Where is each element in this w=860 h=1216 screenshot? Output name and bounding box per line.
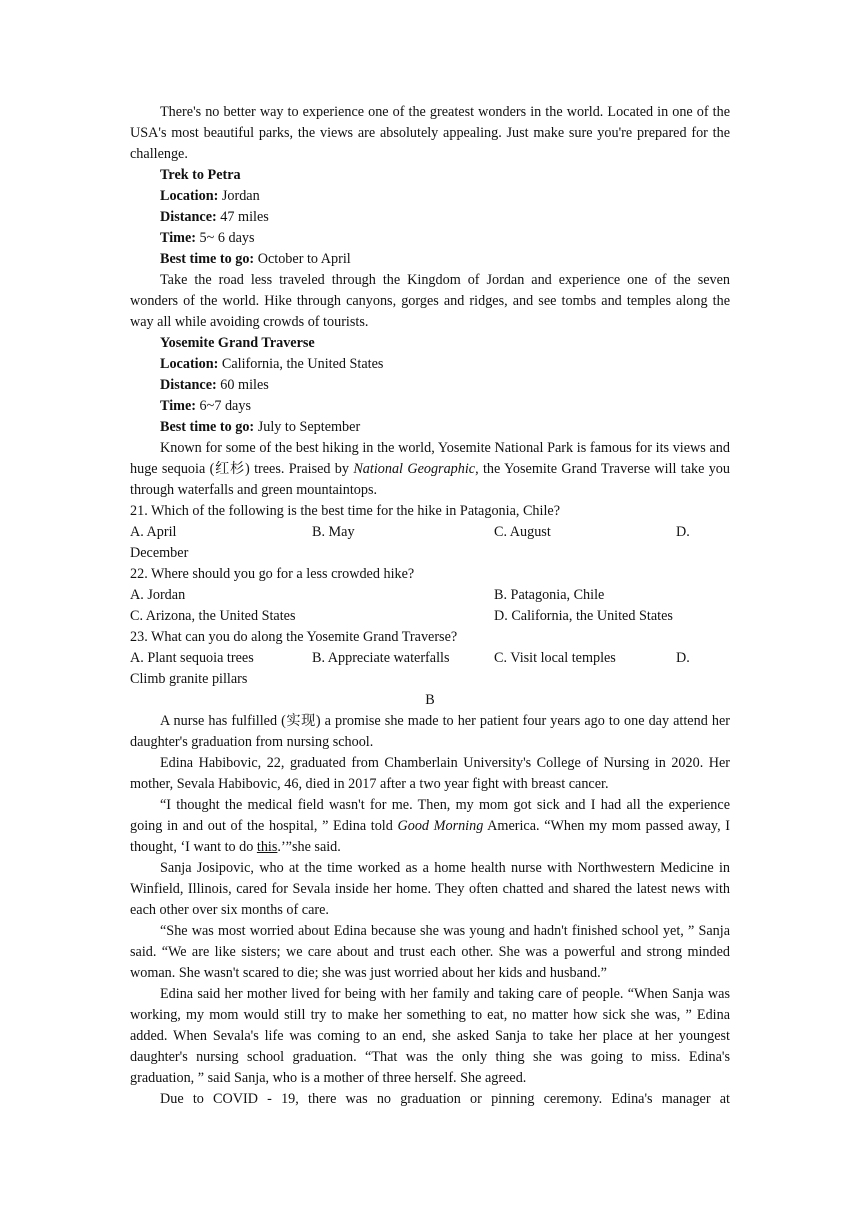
option-b: B. Patagonia, Chile bbox=[494, 587, 605, 603]
yosemite-title: Yosemite Grand Traverse bbox=[160, 335, 315, 351]
petra-time bbox=[130, 228, 730, 249]
section-b-paragraph-4: Sanja Josipovic, who at the time worked as a home health nurse with Northwestern Medicine in Winfield, Illinois, cared for Sevala inside her home. They often chatted and shared the latest news with each other over six months of care. bbox=[130, 860, 730, 918]
yosemite-best-time bbox=[130, 417, 730, 438]
option-a: A. Plant sequoia trees bbox=[130, 650, 254, 666]
option-a: A. Jordan bbox=[130, 587, 186, 603]
option-c: C. Visit local temples bbox=[494, 650, 616, 666]
petra-distance bbox=[130, 207, 730, 228]
option-b: B. May bbox=[312, 524, 355, 540]
question-22-stem: 22. Where should you go for a less crowded hike? bbox=[130, 566, 415, 582]
petra-time-label: Time: bbox=[160, 230, 196, 246]
section-b-heading: B bbox=[425, 692, 435, 708]
yosemite-distance bbox=[130, 375, 730, 396]
option-b: B. Appreciate waterfalls bbox=[312, 650, 450, 666]
p3-underlined-word: this bbox=[256, 839, 278, 855]
question-23-stem: 23. What can you do along the Yosemite Grand Traverse? bbox=[130, 629, 458, 645]
question-22-options-row2 bbox=[130, 606, 730, 627]
p3-part-a: “I thought the medical field wasn't for me. Then, my mom got sick and I had all the experience going in and out of the hospital, ” Edina told bbox=[130, 797, 730, 834]
section-b-paragraph-1: A nurse has fulfilled (实现) a promise she made to her patient four years ago to one day attend her daughter's graduation from nursing school. bbox=[130, 713, 730, 750]
yosemite-location-value: California, the United States bbox=[218, 356, 384, 372]
petra-distance-label: Distance: bbox=[160, 209, 217, 225]
yosemite-location-label: Location: bbox=[160, 356, 219, 372]
question-23-options bbox=[130, 648, 730, 669]
question-21-options bbox=[130, 522, 730, 543]
petra-best-time bbox=[130, 249, 730, 270]
option-d-wrapped: Climb granite pillars bbox=[130, 671, 248, 687]
option-d-wrapped: December bbox=[130, 545, 189, 561]
p3-part-c: .’”she said. bbox=[277, 839, 341, 855]
yosemite-time-label: Time: bbox=[160, 398, 196, 414]
p3-part-b: America. “When my mom passed away, I thought, ‘I want to do bbox=[130, 818, 730, 855]
document-page bbox=[130, 102, 730, 1110]
option-d: D. bbox=[676, 524, 690, 540]
option-d: D. bbox=[676, 650, 690, 666]
yosemite-description bbox=[130, 438, 730, 501]
yosemite-desc-b: , the Yosemite Grand Traverse will take you through waterfalls and green mountaintops. bbox=[130, 461, 730, 498]
petra-best-label: Best time to go: bbox=[160, 251, 255, 267]
section-b-paragraph-6: Edina said her mother lived for being with her family and taking care of people. “When Sanja was working, my mom would still try to make her something to eat, no matter how sick she was, ” Edina added. When Sevala's life was coming to an end, she asked Sanja to take her place at her youngest daughter's nursing school graduation. “That was the only thing she was going to miss. Edina's graduation, ” said Sanja, who is a mother of three herself. She agreed. bbox=[130, 986, 730, 1086]
section-b-paragraph-3 bbox=[130, 795, 730, 858]
section-b-paragraph-2: Edina Habibovic, 22, graduated from Chamberlain University's College of Nursing in 2020. Her mother, Sevala Habibovic, 46, died in 2017 after a two year fight with breast cancer. bbox=[130, 755, 730, 792]
yosemite-best-value: July to September bbox=[254, 419, 361, 435]
yosemite-time bbox=[130, 396, 730, 417]
question-22-options-row1 bbox=[130, 585, 730, 606]
petra-title: Trek to Petra bbox=[160, 167, 241, 183]
petra-location bbox=[130, 186, 730, 207]
petra-location-label: Location: bbox=[160, 188, 219, 204]
option-c: C. Arizona, the United States bbox=[130, 608, 296, 624]
yosemite-desc-italic: National Geographic bbox=[353, 461, 476, 477]
option-c: C. August bbox=[494, 524, 551, 540]
p3-italic: Good Morning bbox=[397, 818, 484, 834]
option-a: A. April bbox=[130, 524, 177, 540]
option-d: D. California, the United States bbox=[494, 608, 673, 624]
intro-paragraph: There's no better way to experience one of the greatest wonders in the world. Located in one of the USA's most beautiful parks, the views are absolutely appealing. Just make sure you're prepared for the challenge. bbox=[130, 104, 730, 162]
petra-time-value: 5~ 6 days bbox=[196, 230, 255, 246]
section-b-paragraph-5: “She was most worried about Edina because she was young and hadn't finished school yet, ” Sanja said. “We are like sisters; we care about and trust each other. She was a powerful and strong minded woman. She wasn't scared to die; she was just worried about her kids and husband.” bbox=[130, 923, 730, 981]
yosemite-distance-label: Distance: bbox=[160, 377, 217, 393]
yosemite-best-label: Best time to go: bbox=[160, 419, 255, 435]
petra-description: Take the road less traveled through the Kingdom of Jordan and experience one of the seven wonders of the world. Hike through canyons, gorges and ridges, and see tombs and temples along the way all while avoiding crowds of tourists. bbox=[130, 272, 730, 330]
yosemite-location bbox=[130, 354, 730, 375]
yosemite-desc-a: Known for some of the best hiking in the world, Yosemite National Park is famous for its views and huge sequoia (红杉) trees. Praised by bbox=[130, 440, 730, 477]
petra-location-value: Jordan bbox=[218, 188, 260, 204]
petra-best-value: October to April bbox=[254, 251, 351, 267]
section-b-paragraph-7: Due to COVID - 19, there was no graduation or pinning ceremony. Edina's manager at bbox=[160, 1091, 730, 1107]
question-21-stem: 21. Which of the following is the best time for the hike in Patagonia, Chile? bbox=[130, 503, 561, 519]
yosemite-distance-value: 60 miles bbox=[216, 377, 269, 393]
yosemite-time-value: 6~7 days bbox=[196, 398, 251, 414]
petra-distance-value: 47 miles bbox=[216, 209, 269, 225]
